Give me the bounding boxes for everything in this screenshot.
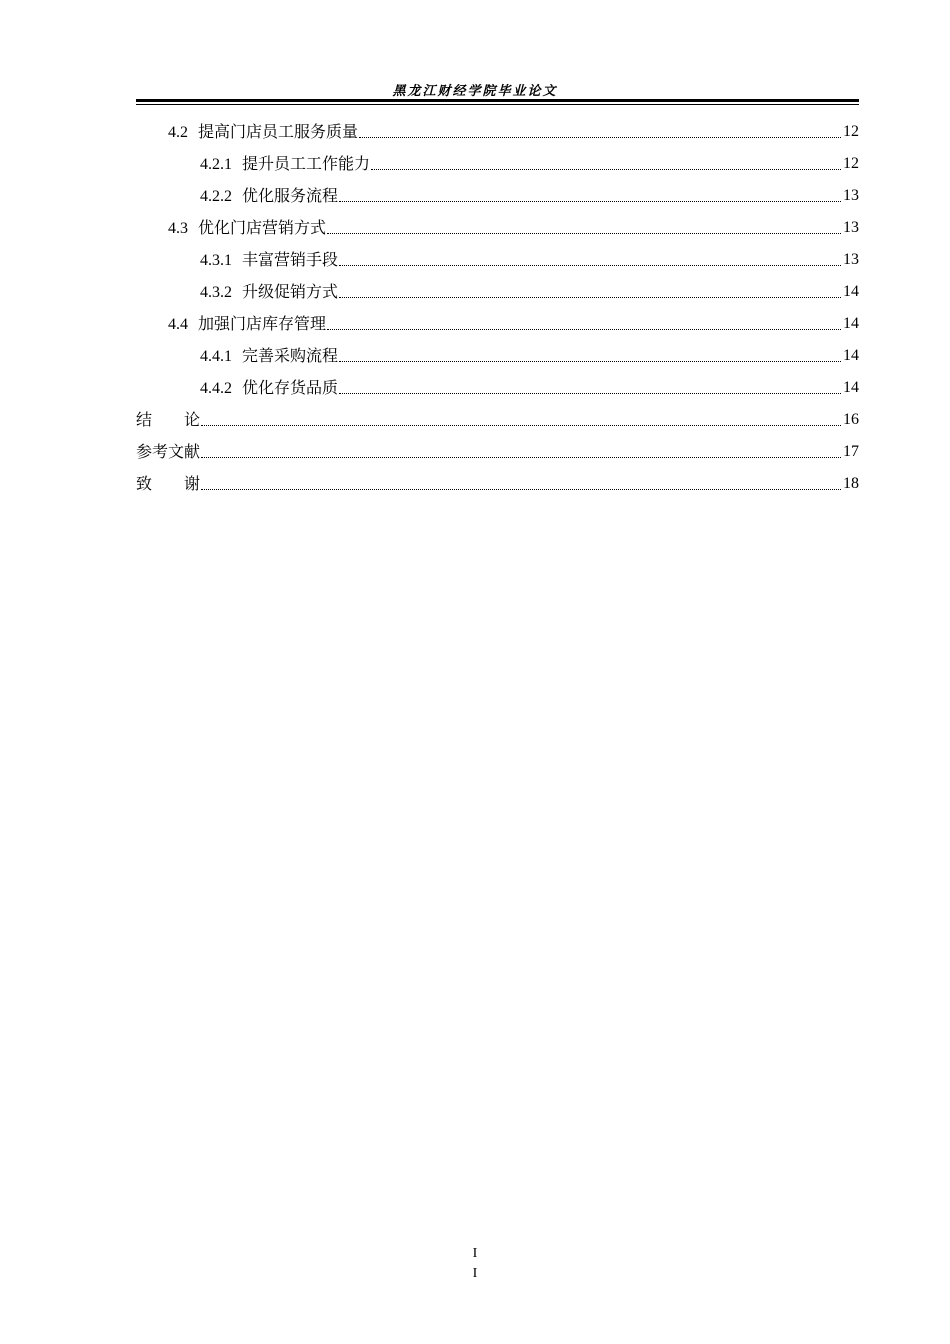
- toc-entry[interactable]: [200, 276, 859, 308]
- toc-dot-leader: [339, 297, 841, 298]
- toc-entry-number: 4.2.2: [200, 187, 232, 205]
- toc-entry[interactable]: [136, 436, 859, 468]
- toc-dot-leader: [201, 489, 841, 490]
- toc-entry-number: 4.3.1: [200, 251, 232, 269]
- toc-entry-page: 14: [843, 283, 859, 300]
- toc-entry-page: 16: [843, 411, 859, 428]
- toc-entry-page: 13: [843, 187, 859, 204]
- toc-entry[interactable]: [136, 404, 859, 436]
- toc-entry-label: [200, 340, 338, 373]
- toc-entry[interactable]: [200, 180, 859, 212]
- toc-entry-page: 13: [843, 251, 859, 268]
- toc-entry-number: 4.3.2: [200, 283, 232, 301]
- toc-entry-page: 17: [843, 443, 859, 460]
- toc-entry-page: 14: [843, 379, 859, 396]
- toc-entry-label: [136, 468, 200, 500]
- toc-entry-title: 优化存货品质: [242, 377, 339, 397]
- toc-entry-label: [136, 404, 200, 436]
- running-header-title: 黑龙江财经学院毕业论文: [392, 84, 558, 99]
- toc-dot-leader: [339, 201, 841, 202]
- toc-entry-label: [200, 276, 338, 309]
- toc-entry-title: 提升员工工作能力: [242, 153, 371, 173]
- toc-entry-number: 4.4.1: [200, 347, 232, 365]
- toc-entry[interactable]: [168, 116, 859, 148]
- toc-entry-label: [200, 148, 370, 181]
- toc-entry-title: 丰富营销手段: [242, 249, 339, 269]
- toc-entry-number: 4.2: [168, 123, 188, 141]
- toc-entry-number: 4.4: [168, 315, 188, 333]
- page-number-secondary: I: [472, 1266, 478, 1281]
- toc-entry[interactable]: [168, 308, 859, 340]
- toc-entry[interactable]: [168, 212, 859, 244]
- toc-entry[interactable]: [136, 468, 859, 500]
- toc-dot-leader: [201, 425, 841, 426]
- toc-dot-leader: [327, 233, 841, 234]
- toc-entry-label: [200, 372, 338, 405]
- toc-entry-page: 14: [843, 347, 859, 364]
- toc-entry-title: 提高门店员工服务质量: [198, 121, 359, 141]
- toc-entry-page: 14: [843, 315, 859, 332]
- toc-entry-title: 升级促销方式: [242, 281, 339, 301]
- toc-entry-page: 12: [843, 155, 859, 172]
- toc-entry-title: 参考文献: [136, 442, 201, 461]
- toc-entry[interactable]: [200, 340, 859, 372]
- header-rule-thin: [136, 104, 859, 105]
- toc-entry-label: [136, 436, 200, 468]
- toc-entry-number: 4.4.2: [200, 379, 232, 397]
- toc-entry[interactable]: [200, 244, 859, 276]
- toc-dot-leader: [201, 457, 841, 458]
- toc-entry-title: 完善采购流程: [242, 345, 339, 365]
- toc-dot-leader: [339, 265, 841, 266]
- toc-entry[interactable]: [200, 148, 859, 180]
- toc-entry-title: 加强门店库存管理: [198, 313, 327, 333]
- toc-entry-label: [200, 244, 338, 277]
- toc-entry-title: 结 论: [136, 410, 201, 429]
- toc-entry[interactable]: [200, 372, 859, 404]
- toc-entry-number: 4.3: [168, 219, 188, 237]
- header-rule-thick: [136, 99, 859, 102]
- toc-entry-page: 13: [843, 219, 859, 236]
- toc-entry-title: 优化门店营销方式: [198, 217, 327, 237]
- toc-entry-title: 优化服务流程: [242, 185, 339, 205]
- toc-dot-leader: [371, 169, 841, 170]
- toc-entry-title: 致 谢: [136, 474, 201, 493]
- toc-entry-page: 12: [843, 123, 859, 140]
- toc-dot-leader: [339, 393, 841, 394]
- page-number: I: [472, 1246, 478, 1261]
- toc-entry-label: [168, 212, 326, 245]
- toc-entry-label: [168, 308, 326, 341]
- toc-dot-leader: [327, 329, 841, 330]
- toc-dot-leader: [339, 361, 841, 362]
- toc-entry-label: [200, 180, 338, 213]
- toc-entry-page: 18: [843, 475, 859, 492]
- toc-entry-number: 4.2.1: [200, 155, 232, 173]
- toc-dot-leader: [359, 137, 841, 138]
- toc-entry-label: [168, 116, 358, 149]
